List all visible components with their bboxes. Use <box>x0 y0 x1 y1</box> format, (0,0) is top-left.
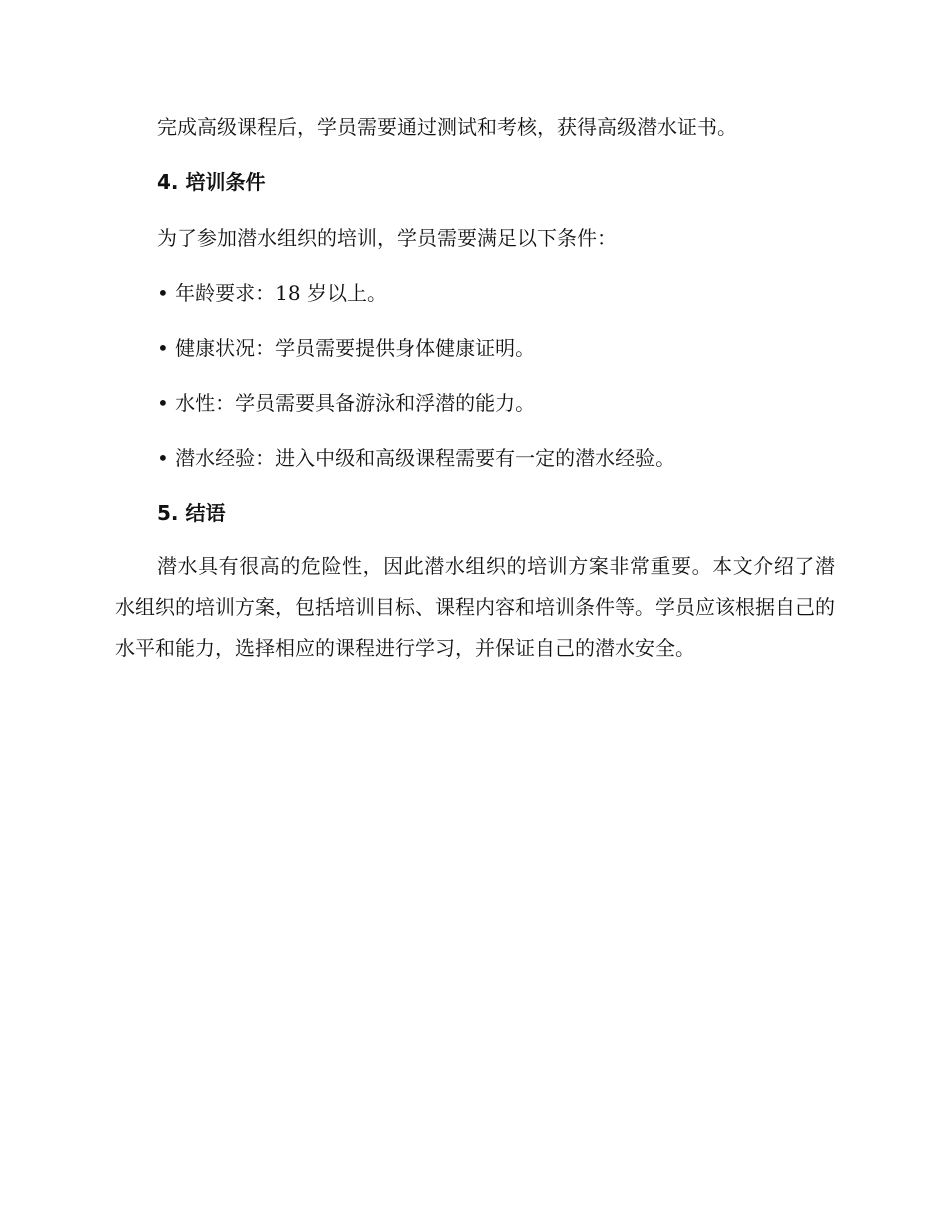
section-5-heading: 5. 结语 <box>157 501 226 525</box>
condition-item-swimming: • 水性：学员需要具备游泳和浮潜的能力。 <box>157 391 536 415</box>
section-4-heading: 4. 培训条件 <box>157 170 266 194</box>
conclusion-paragraph: 潜水具有很高的危险性，因此潜水组织的培训方案非常重要。本文介绍了潜水组织的培训方案，包括培训目标、课程内容和培训条件等。学员应该根据自己的水平和能力，选择相应的课程进行学习，并保证自己的潜水安全。 <box>115 554 835 660</box>
condition-item-experience: • 潜水经验：进入中级和高级课程需要有一定的潜水经验。 <box>157 446 676 470</box>
advanced-course-summary: 完成高级课程后，学员需要通过测试和考核，获得高级潜水证书。 <box>157 115 737 139</box>
condition-item-age: • 年龄要求：18 岁以上。 <box>157 281 387 305</box>
condition-item-health: • 健康状况：学员需要提供身体健康证明。 <box>157 336 536 360</box>
section-4-intro: 为了参加潜水组织的培训，学员需要满足以下条件： <box>157 226 617 250</box>
